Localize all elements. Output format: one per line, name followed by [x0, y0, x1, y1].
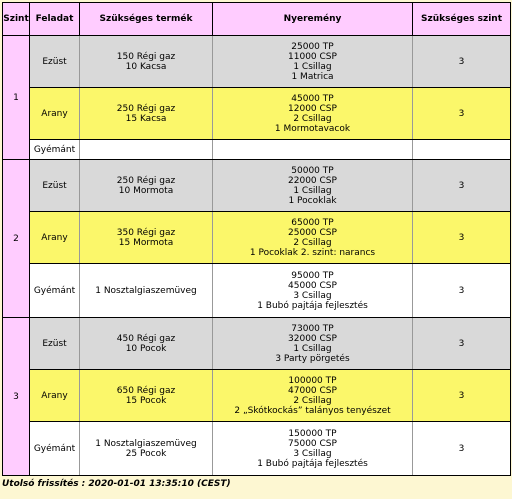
table-row: [3, 370, 511, 422]
feladat-cell: Gyémánt: [30, 422, 80, 476]
szukseges-szint-cell: 3: [413, 422, 511, 476]
szukseges-szint-cell: [413, 140, 511, 160]
nyeremeny-cell-line: 95000 TP: [291, 270, 334, 281]
termek-cell: [80, 264, 213, 318]
nyeremeny-cell-line: 1 Bubó pajtája fejlesztés: [257, 300, 368, 311]
feladat-cell: Ezüst: [30, 36, 80, 88]
header-feladat: Feladat: [30, 3, 80, 36]
nyeremeny-cell-line: 32000 CSP: [288, 333, 337, 344]
nyeremeny-cell: [213, 36, 413, 88]
header-szint: Szint: [3, 3, 30, 36]
rewards-table: [2, 2, 511, 476]
szukseges-szint-cell: 3: [413, 36, 511, 88]
nyeremeny-cell-line: 1 Csillag: [293, 185, 332, 196]
termek-cell-line: 250 Régi gaz: [116, 175, 176, 186]
nyeremeny-cell-line: 45000 CSP: [288, 280, 337, 291]
termek-cell: [80, 140, 213, 160]
nyeremeny-cell-line: 150000 TP: [288, 428, 337, 439]
termek-cell-line: 650 Régi gaz: [116, 385, 176, 396]
feladat-cell: Arany: [30, 212, 80, 264]
szukseges-szint-cell: 3: [413, 264, 511, 318]
feladat-cell: Arany: [30, 88, 80, 140]
termek-cell: [80, 370, 213, 422]
nyeremeny-cell-line: 2 Csillag: [293, 395, 332, 406]
feladat-cell: Ezüst: [30, 160, 80, 212]
table-row: [3, 36, 511, 88]
nyeremeny-cell: [213, 318, 413, 370]
termek-cell-line: 10 Mormota: [118, 185, 174, 196]
nyeremeny-cell: [213, 422, 413, 476]
termek-cell-line: 350 Régi gaz: [116, 227, 176, 238]
feladat-cell: Arany: [30, 370, 80, 422]
table-row: [3, 422, 511, 476]
nyeremeny-cell: [213, 212, 413, 264]
szint-cell: 3: [3, 318, 30, 476]
nyeremeny-cell-line: 3 Csillag: [293, 290, 332, 301]
termek-cell-line: 10 Pocok: [125, 343, 167, 354]
szint-cell: 1: [3, 36, 30, 160]
feladat-cell: Gyémánt: [30, 140, 80, 160]
feladat-cell: Ezüst: [30, 318, 80, 370]
termek-cell-line: 450 Régi gaz: [116, 333, 176, 344]
termek-cell: [80, 160, 213, 212]
termek-cell-line: 15 Pocok: [125, 395, 167, 406]
nyeremeny-cell: [213, 160, 413, 212]
nyeremeny-cell-line: 12000 CSP: [288, 103, 337, 114]
nyeremeny-cell: [213, 370, 413, 422]
nyeremeny-cell: [213, 264, 413, 318]
termek-cell-line: 1 Nosztalgiaszemüveg: [95, 285, 197, 296]
header-szukseges-termek: Szükséges termék: [80, 3, 213, 36]
nyeremeny-cell-line: 25000 TP: [291, 41, 334, 52]
termek-cell-line: 15 Mormota: [118, 237, 174, 248]
nyeremeny-cell-line: 2 Csillag: [293, 113, 332, 124]
szukseges-szint-cell: 3: [413, 212, 511, 264]
termek-cell-line: 150 Régi gaz: [116, 51, 176, 62]
szukseges-szint-cell: 3: [413, 318, 511, 370]
nyeremeny-cell-line: 2 Csillag: [293, 237, 332, 248]
nyeremeny-cell-line: 1 Mormotavacok: [274, 123, 351, 134]
termek-cell-line: 10 Kacsa: [125, 61, 167, 72]
nyeremeny-cell-line: 75000 CSP: [288, 438, 337, 449]
nyeremeny-cell-line: 50000 TP: [291, 165, 334, 176]
nyeremeny-cell-line: 1 Csillag: [293, 61, 332, 72]
table-row: [3, 264, 511, 318]
nyeremeny-cell-line: 65000 TP: [291, 217, 334, 228]
termek-cell: [80, 212, 213, 264]
nyeremeny-cell-line: 100000 TP: [288, 375, 337, 386]
szukseges-szint-cell: 3: [413, 370, 511, 422]
nyeremeny-cell-line: 45000 TP: [291, 93, 334, 104]
termek-cell: [80, 422, 213, 476]
nyeremeny-cell-line: 73000 TP: [291, 323, 334, 334]
termek-cell-line: 25 Pocok: [125, 448, 167, 459]
table-row: [3, 140, 511, 160]
nyeremeny-cell-line: 1 Pocoklak: [288, 195, 337, 206]
nyeremeny-cell-line: 11000 CSP: [288, 51, 337, 62]
nyeremeny-cell-line: 1 Matrica: [291, 71, 334, 82]
nyeremeny-cell-line: 47000 CSP: [288, 385, 337, 396]
szukseges-szint-cell: 3: [413, 160, 511, 212]
table-row: [3, 160, 511, 212]
termek-cell: [80, 318, 213, 370]
termek-cell-line: 1 Nosztalgiaszemüveg: [95, 438, 197, 449]
nyeremeny-cell: [213, 88, 413, 140]
termek-cell-line: 15 Kacsa: [125, 113, 167, 124]
szukseges-szint-cell: 3: [413, 88, 511, 140]
nyeremeny-cell-line: 1 Pocoklak 2. szint: narancs: [249, 247, 376, 258]
header-szukseges-szint: Szükséges szint: [413, 3, 511, 36]
termek-cell-line: 250 Régi gaz: [116, 103, 176, 114]
header-row: [3, 3, 511, 36]
feladat-cell: Gyémánt: [30, 264, 80, 318]
termek-cell: [80, 88, 213, 140]
table-row: [3, 318, 511, 370]
nyeremeny-cell-line: 25000 CSP: [288, 227, 337, 238]
szint-cell: 2: [3, 160, 30, 318]
nyeremeny-cell-line: 3 Party pörgetés: [275, 353, 350, 364]
termek-cell: [80, 36, 213, 88]
last-updated: Utolsó frissítés : 2020-01-01 13:35:10 (CEST): [2, 479, 231, 489]
nyeremeny-cell: [213, 140, 413, 160]
nyeremeny-cell-line: 2 „Skótkockás” talányos tenyészet: [234, 405, 391, 416]
nyeremeny-cell-line: 1 Bubó pajtája fejlesztés: [257, 458, 368, 469]
table-row: [3, 212, 511, 264]
nyeremeny-cell-line: 3 Csillag: [293, 448, 332, 459]
nyeremeny-cell-line: 22000 CSP: [288, 175, 337, 186]
header-nyeremeny: Nyeremény: [213, 3, 413, 36]
nyeremeny-cell-line: 1 Csillag: [293, 343, 332, 354]
table-row: [3, 88, 511, 140]
